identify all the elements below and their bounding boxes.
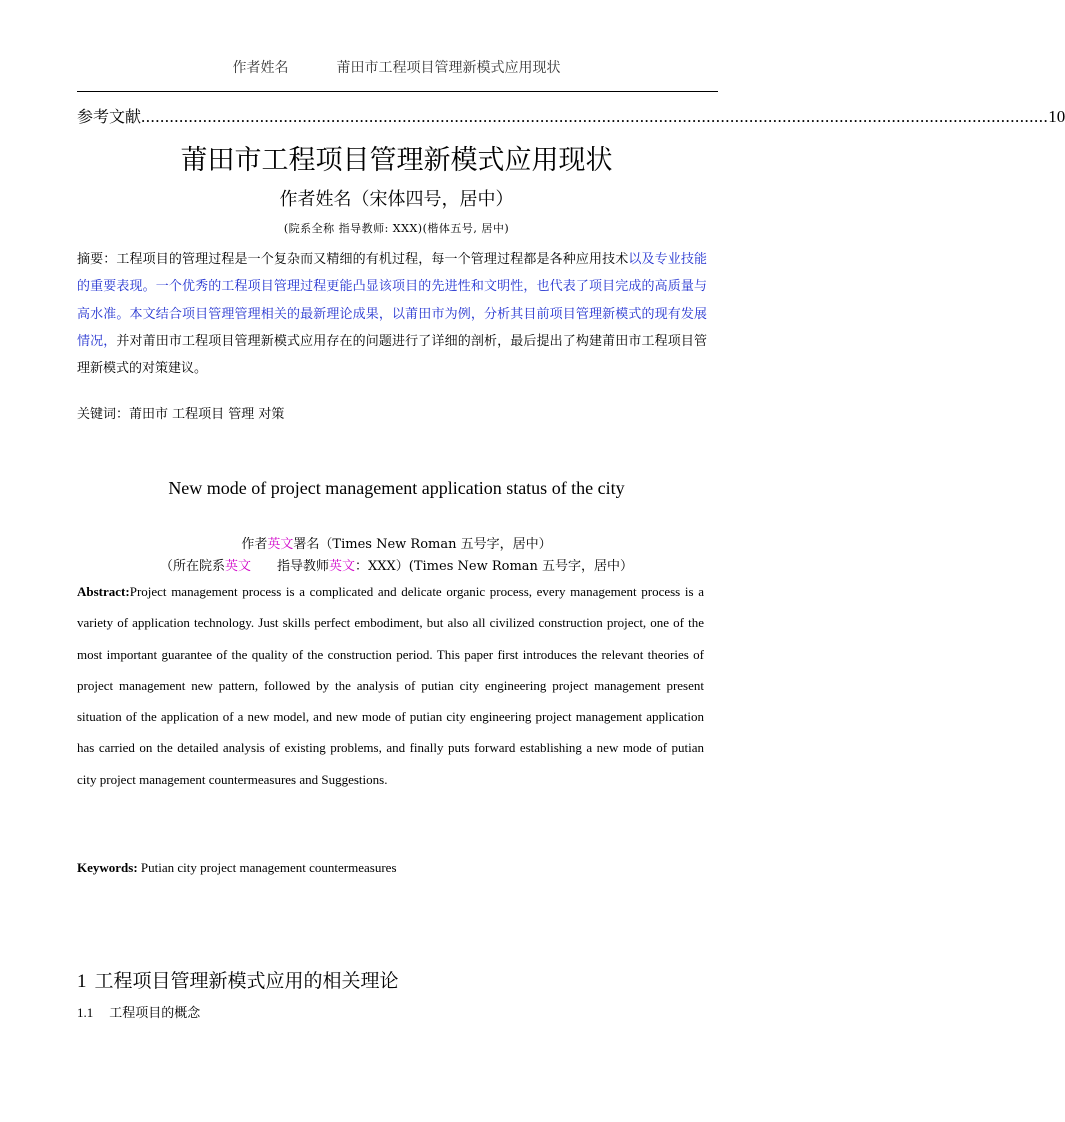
english-affiliation-line: [0, 555, 793, 574]
abstract-english: [77, 576, 704, 795]
abstract-cn-part2: 以及专业技能的重要表现。一个优秀的工程项目管理过程更能凸显该项目的先进性和文明性，也代表了项目完成的高质量与高水准。本文结合项目管理管理相关的最新理论成果，以莆田市为例，分析其目前项目管理新模式的现有发展情况，: [77, 252, 707, 349]
english-title: New mode of project management application status of the city: [168, 478, 625, 498]
header-title: 莆田市工程项目管理新模式应用现状: [336, 60, 561, 76]
keywords-en-label: Keywords:: [77, 860, 138, 875]
running-header: [0, 57, 793, 77]
keywords-chinese: 关键词：莆田市 工程项目 管理 对策: [77, 407, 285, 422]
toc-page-number: 10: [1048, 107, 1065, 126]
author-en-a: 作者: [241, 537, 268, 552]
section-1-1-heading: [77, 1002, 200, 1021]
toc-entry-references[interactable]: [77, 104, 1065, 128]
affil-en-c: 指导教师: [276, 559, 329, 574]
section-1-number: 1: [77, 971, 87, 992]
affil-en-d: 英文: [329, 559, 356, 574]
header-divider: [77, 91, 718, 92]
toc-label: 参考文献: [77, 107, 142, 126]
affil-en-a: （所在院系: [159, 559, 225, 574]
english-author-line: [0, 533, 793, 552]
affil-en-b: 英文: [224, 559, 251, 574]
toc-leader-dots: ...............................................................................................................................................................................................: [141, 107, 1049, 126]
abstract-en-label: Abstract:: [77, 584, 130, 599]
abstract-chinese: [77, 246, 707, 382]
header-author: 作者姓名: [232, 60, 289, 76]
section-1-title: 工程项目管理新模式应用的相关理论: [94, 970, 399, 992]
paper-author: 作者姓名（宋体四号，居中）: [279, 189, 514, 210]
section-1-heading: [77, 966, 399, 993]
keywords-en-text: Putian city project management countermeasures: [137, 860, 397, 875]
abstract-cn-part3: 并对莆田市工程项目管理新模式应用存在的问题进行了详细的剖析，最后提出了构建莆田市工程项目管理新模式的对策建议。: [77, 333, 707, 377]
section-1-1-number: 1.1: [77, 1005, 94, 1020]
paper-title: 莆田市工程项目管理新模式应用现状: [180, 145, 613, 176]
author-en-c: 署名（Times New Roman 五号字，居中）: [293, 537, 552, 552]
abstract-cn-part1: 摘要：工程项目的管理过程是一个复杂而又精细的有机过程，每一个管理过程都是各种应用技术: [77, 252, 629, 267]
paper-affiliation: (院系全称 指导教师: XXX)(楷体五号, 居中): [283, 222, 510, 235]
author-en-b: 英文: [267, 537, 294, 552]
abstract-en-text: Project management process is a complicated and delicate organic process, every management process is a variety of application technology. Just skills perfect embodiment, but also all civilized construction project, one of the most important guarantee of the quality of the construction period. This paper first introduces the relevant theories of project management new pattern, followed by the analysis of putian city engineering project management present situation of the application of a new model, and new mode of putian city engineering project management application has carried on the detailed analysis of existing problems, and finally puts forward establishing a new mode of putian city project management countermeasures and Suggestions.: [77, 584, 704, 787]
keywords-english: [77, 860, 397, 876]
section-1-1-title: 工程项目的概念: [109, 1006, 201, 1021]
affil-en-e: ：XXX）(Times New Roman 五号字，居中）: [355, 559, 634, 574]
